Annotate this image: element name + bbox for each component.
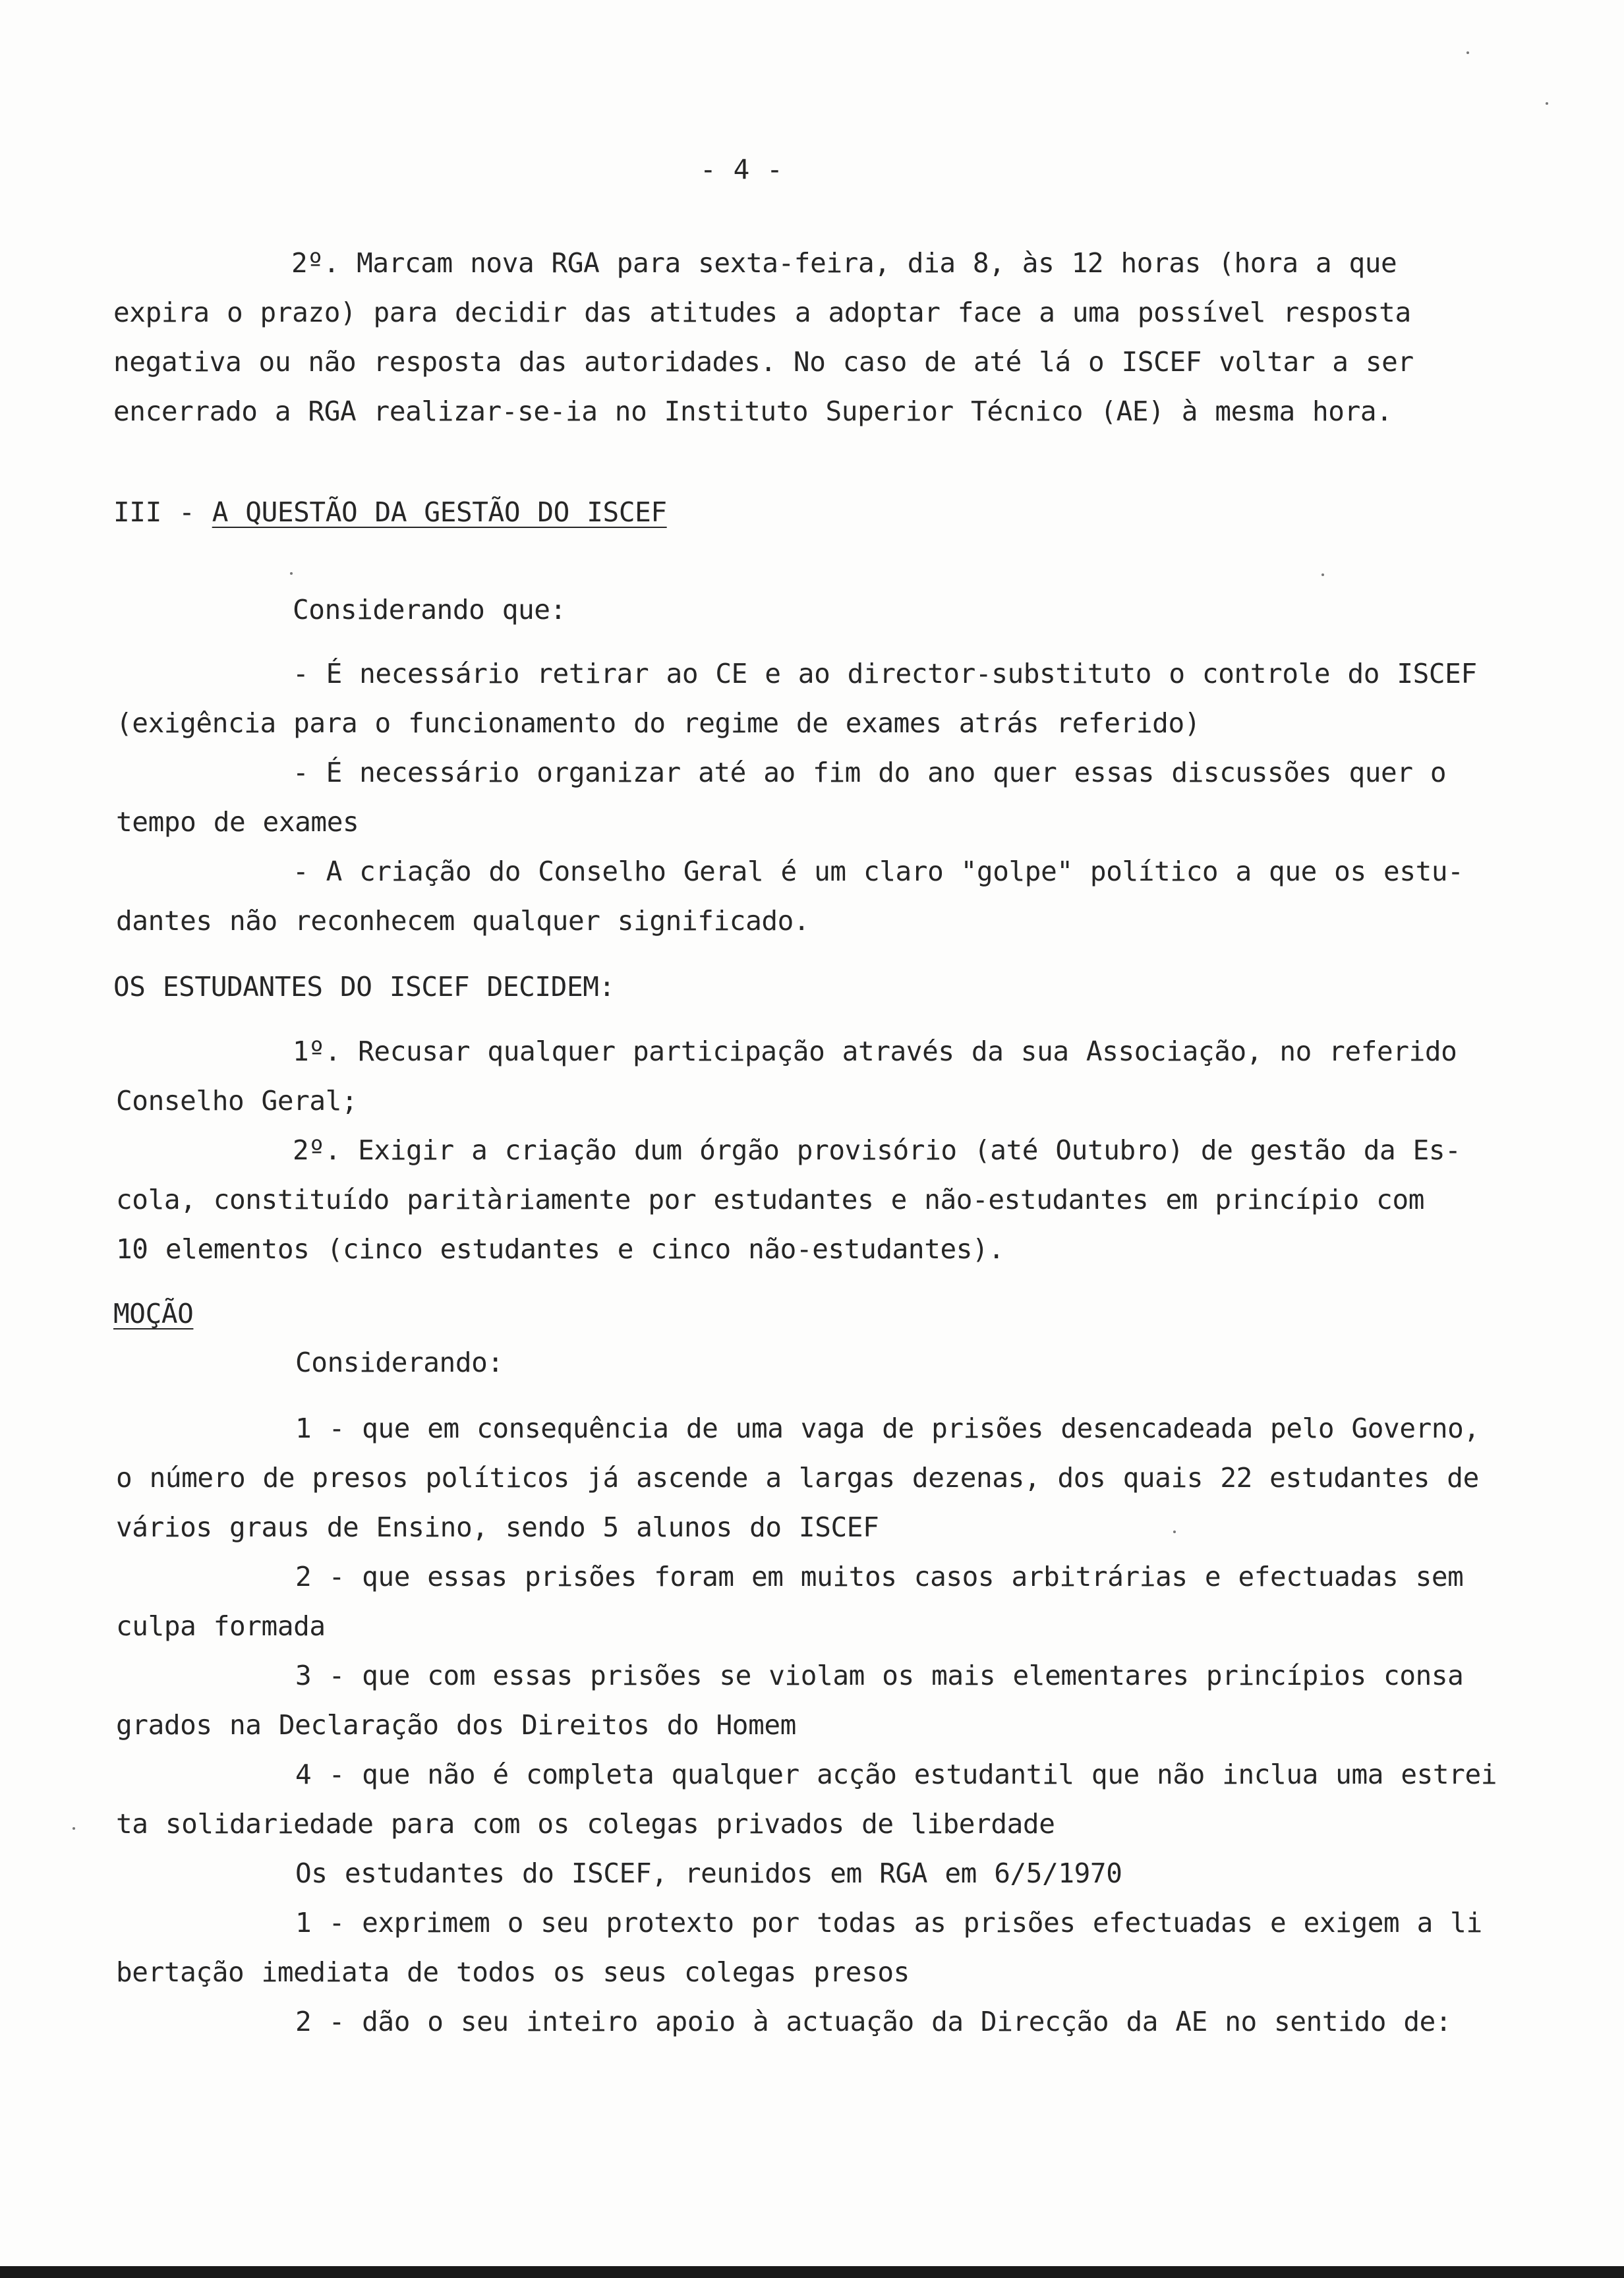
section-heading (113, 496, 667, 529)
item-line-4: tempo de exames (116, 806, 359, 838)
scan-speck (1466, 51, 1469, 54)
item-line-6: dantes não reconhecem qualquer significado. (116, 905, 810, 937)
mocao-line-8: 4 - que não é completa qualquer acção estudantil que não inclua uma estrei (295, 1759, 1497, 1790)
mocao-line-11: 1 - exprimem o seu protexto por todas as prisões efectuadas e exigem a li (295, 1907, 1482, 1939)
mocao-line-4: 2 - que essas prisões foram em muitos casos arbitrárias e efectuadas sem (295, 1561, 1464, 1592)
decision-line-2: Conselho Geral; (116, 1085, 358, 1117)
mocao-line-5: culpa formada (116, 1610, 326, 1642)
scan-speck (1546, 102, 1548, 105)
para1-line-2: expira o prazo) para decidir das atitudes a adoptar face a uma possível resposta (113, 297, 1411, 328)
page-number: - 4 - (700, 154, 783, 185)
scan-speck (290, 572, 293, 575)
scan-speck (1173, 1531, 1176, 1533)
para1-line-1: 2º. Marcam nova RGA para sexta-feira, dia 8, às 12 horas (hora a que (291, 247, 1397, 279)
para1-line-3: negativa ou não resposta das autoridades. No caso de até lá o ISCEF voltar a ser (113, 346, 1414, 378)
decision-line-5: 10 elementos (cinco estudantes e cinco não-estudantes). (116, 1233, 1004, 1265)
mocao-line-9: ta solidariedade para com os colegas privados de liberdade (116, 1808, 1055, 1840)
mocao-line-10: Os estudantes do ISCEF, reunidos em RGA em 6/5/1970 (295, 1857, 1122, 1889)
scan-speck (1321, 573, 1324, 576)
mocao-line-13: 2 - dão o seu inteiro apoio à actuação da Direcção da AE no sentido de: (295, 2006, 1452, 2037)
mocao-line-3: vários graus de Ensino, sendo 5 alunos do ISCEF (116, 1511, 879, 1543)
considerando-que: Considerando que: (293, 594, 566, 626)
para1-line-4: encerrado a RGA realizar-se-ia no Instituto Superior Técnico (AE) à mesma hora. (113, 395, 1393, 427)
mocao-line-1: 1 - que em consequência de uma vaga de prisões desencadeada pelo Governo, (295, 1413, 1480, 1444)
section-number: III - (113, 496, 212, 528)
item-line-5: - A criação do Conselho Geral é um claro "golpe" político a que os estu- (293, 856, 1464, 887)
mocao-line-12: bertação imediata de todos os seus colegas presos (116, 1956, 910, 1988)
decision-line-4: cola, constituído paritàriamente por estudantes e não-estudantes em princípio com (116, 1184, 1425, 1215)
decidem-heading: OS ESTUDANTES DO ISCEF DECIDEM: (113, 971, 615, 1003)
mocao-title: MOÇÃO (113, 1298, 194, 1329)
item-line-2: (exigência para o funcionamento do regime de exames atrás referido) (116, 707, 1201, 739)
section-title: A QUESTÃO DA GESTÃO DO ISCEF (212, 496, 667, 528)
mocao-line-7: grados na Declaração dos Direitos do Homem (116, 1709, 796, 1741)
decision-line-3: 2º. Exigir a criação dum órgão provisório (até Outubro) de gestão da Es- (293, 1134, 1461, 1166)
item-line-3: - É necessário organizar até ao fim do ano quer essas discussões quer o (293, 757, 1447, 788)
item-line-1: - É necessário retirar ao CE e ao director-substituto o controle do ISCEF (293, 658, 1477, 689)
scan-edge (0, 2266, 1624, 2278)
decision-line-1: 1º. Recusar qualquer participação através da sua Associação, no referido (293, 1036, 1457, 1067)
scan-speck (72, 1827, 75, 1830)
mocao-line-2: o número de presos políticos já ascende a largas dezenas, dos quais 22 estudantes de (116, 1462, 1479, 1494)
mocao-line-6: 3 - que com essas prisões se violam os mais elementares princípios consa (295, 1660, 1464, 1691)
mocao-considerando: Considerando: (295, 1347, 504, 1378)
